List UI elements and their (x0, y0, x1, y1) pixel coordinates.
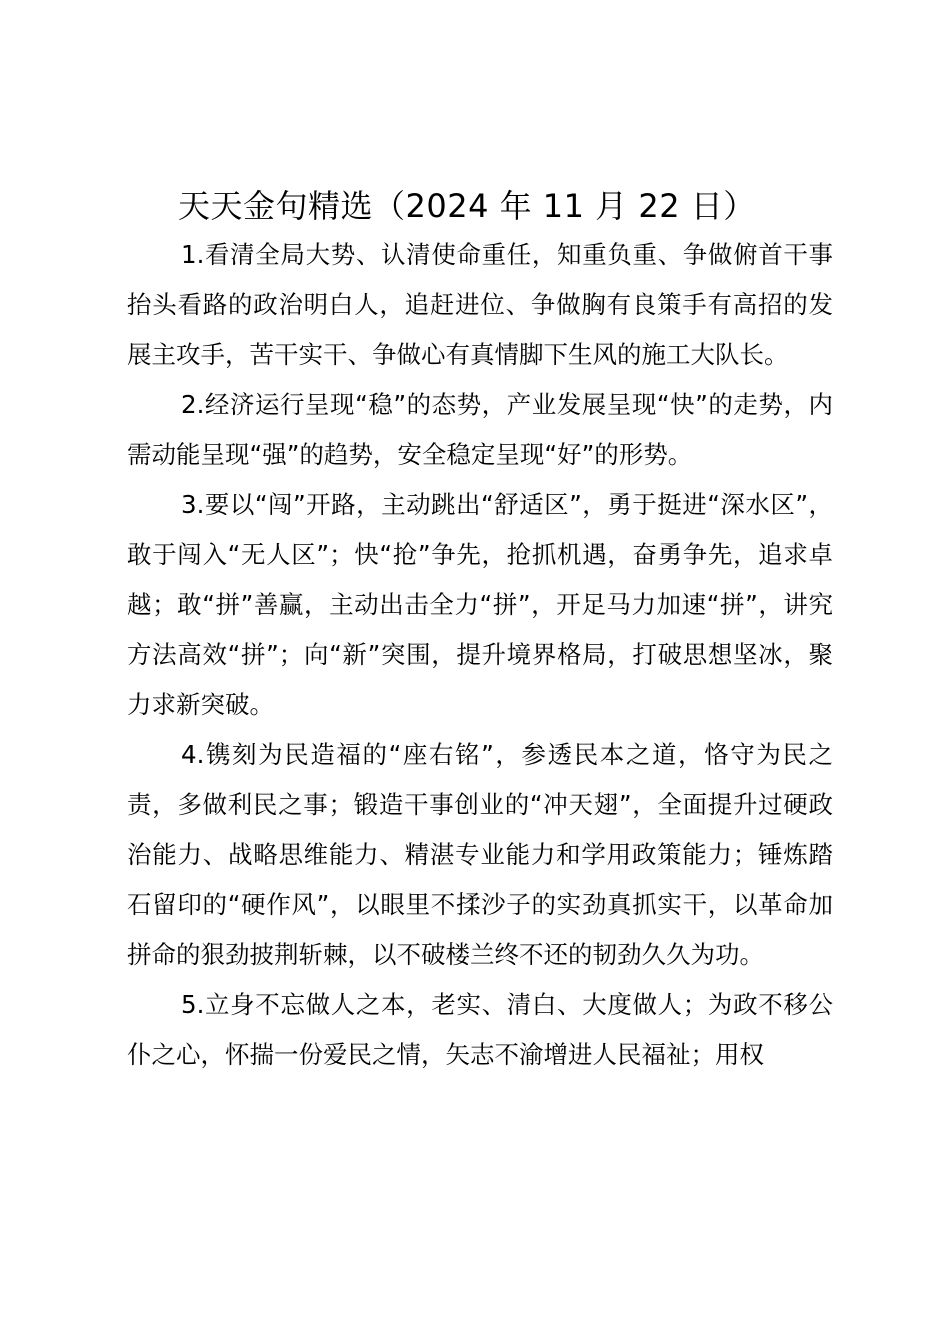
paragraph-1: 1.看清全局大势、认清使命重任，知重负重、争做俯首干事抬头看路的政治明白人，追赶进位、争做胸有良策手有高招的发展主攻手，苦干实干、争做心有真情脚下生风的施工大队长。 (127, 240, 833, 369)
paragraph-3: 3.要以“闯”开路，主动跳出“舒适区”，勇于挺进“深水区”，敢于闯入“无人区”；快“抢”争先，抢抓机遇，奋勇争先，追求卓越；敢“拼”善赢，主动出击全力“拼”，开足马力加速“拼”，讲究方法高效“拼”；向“新”突围，提升境界格局，打破思想坚冰，聚力求新突破。 (127, 490, 833, 719)
paragraph-2: 2.经济运行呈现“稳”的态势，产业发展呈现“快”的走势，内需动能呈现“强”的趋势，安全稳定呈现“好”的形势。 (127, 390, 833, 469)
document-title: 天天金句精选（2024 年 11 月 22 日） (178, 187, 756, 225)
document-body (127, 230, 833, 1080)
paragraph-4: 4.镌刻为民造福的“座右铭”，参透民本之道，恪守为民之责，多做利民之事；锻造干事创业的“冲天翅”，全面提升过硬政治能力、战略思维能力、精湛专业能力和学用政策能力；锤炼踏石留印的“硬作风”，以眼里不揉沙子的实劲真抓实干，以革命加拼命的狠劲披荆斩棘，以不破楼兰终不还的韧劲久久为功。 (127, 740, 833, 969)
paragraph-5: 5.立身不忘做人之本，老实、清白、大度做人；为政不移公仆之心，怀揣一份爱民之情，矢志不渝增进人民福祉；用权 (127, 990, 833, 1069)
